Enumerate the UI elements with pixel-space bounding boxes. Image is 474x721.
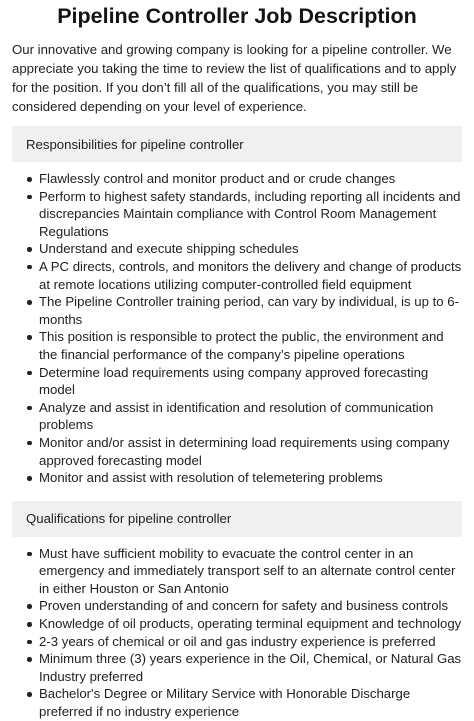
qualifications-list bbox=[12, 545, 462, 721]
qualification-text: Minimum three (3) years experience in the Oil, Chemical, or Natural Gas Industry preferred bbox=[39, 651, 462, 684]
qualification-item bbox=[39, 633, 462, 651]
responsibilities-list bbox=[12, 170, 462, 487]
bullet-icon bbox=[27, 265, 32, 270]
qualification-text: Knowledge of oil products, operating terminal equipment and technology bbox=[39, 616, 462, 632]
bullet-icon bbox=[27, 195, 32, 200]
intro-paragraph: Our innovative and growing company is looking for a pipeline controller. We appreciate you taking the time to review the list of qualifications and to apply for the position. If you don’t fill all of the qualifications, you may still be considered depending on your level of experience. bbox=[12, 42, 457, 114]
qualification-item bbox=[39, 615, 462, 633]
responsibility-text: A PC directs, controls, and monitors the delivery and change of products at remote locations utilizing computer-controlled field equipment bbox=[39, 258, 462, 292]
responsibility-item bbox=[39, 328, 462, 363]
qualification-item bbox=[39, 545, 462, 598]
responsibility-item bbox=[39, 170, 462, 188]
responsibility-item bbox=[39, 188, 462, 241]
responsibility-item bbox=[39, 364, 462, 399]
qualification-text: Must have sufficient mobility to evacuate the control center in an emergency and immediately transport self to an alternate control center in either Houston or San Antonio bbox=[39, 545, 456, 596]
qualification-text: 2-3 years of chemical or oil and gas industry experience is preferred bbox=[39, 633, 436, 649]
qualification-item bbox=[39, 597, 462, 615]
bullet-icon bbox=[27, 371, 32, 376]
bullet-icon bbox=[27, 300, 32, 305]
bullet-icon bbox=[27, 441, 32, 446]
bullet-icon bbox=[27, 552, 32, 557]
responsibility-text: Monitor and/or assist in determining load requirements using company approved forecasting model bbox=[39, 434, 450, 468]
bullet-icon bbox=[27, 406, 32, 411]
qualifications-heading: Qualifications for pipeline controller bbox=[12, 501, 462, 537]
responsibility-text: Monitor and assist with resolution of telemetering problems bbox=[39, 470, 383, 486]
page-title: Pipeline Controller Job Description bbox=[57, 4, 417, 28]
bullet-icon bbox=[27, 335, 32, 340]
bullet-icon bbox=[27, 177, 32, 182]
bullet-icon bbox=[27, 604, 32, 609]
bullet-icon bbox=[27, 476, 32, 481]
responsibility-item bbox=[39, 434, 462, 469]
responsibility-item bbox=[39, 293, 462, 328]
bullet-icon bbox=[27, 247, 32, 252]
responsibility-text: Analyze and assist in identification and resolution of communication problems bbox=[39, 399, 434, 433]
responsibility-item bbox=[39, 240, 462, 258]
bullet-icon bbox=[27, 622, 32, 627]
qualification-text: Bachelor's Degree or Military Service with Honorable Discharge preferred if no industry experience bbox=[39, 686, 411, 720]
responsibility-text: Determine load requirements using company approved forecasting model bbox=[39, 364, 429, 398]
qualification-item bbox=[39, 650, 462, 685]
responsibility-text: The Pipeline Controller training period, can vary by individual, is up to 6-months bbox=[39, 294, 460, 327]
bullet-icon bbox=[27, 657, 32, 662]
responsibility-text: Understand and execute shipping schedules bbox=[39, 241, 299, 257]
responsibilities-heading: Responsibilities for pipeline controller bbox=[12, 126, 462, 162]
responsibility-text: This position is responsible to protect the public, the environment and the financial performance of the company’s pipeline operations bbox=[39, 329, 444, 362]
qualification-item bbox=[39, 685, 462, 720]
bullet-icon bbox=[27, 640, 32, 645]
responsibility-text: Perform to highest safety standards, including reporting all incidents and discrepancies Maintain compliance with Control Room Management Regulations bbox=[39, 188, 461, 239]
responsibility-item bbox=[39, 399, 462, 434]
qualification-text: Proven understanding of and concern for safety and business controls bbox=[39, 598, 449, 614]
responsibility-text: Flawlessly control and monitor product and or crude changes bbox=[39, 171, 396, 186]
responsibility-item bbox=[39, 258, 462, 293]
responsibility-item bbox=[39, 469, 462, 487]
